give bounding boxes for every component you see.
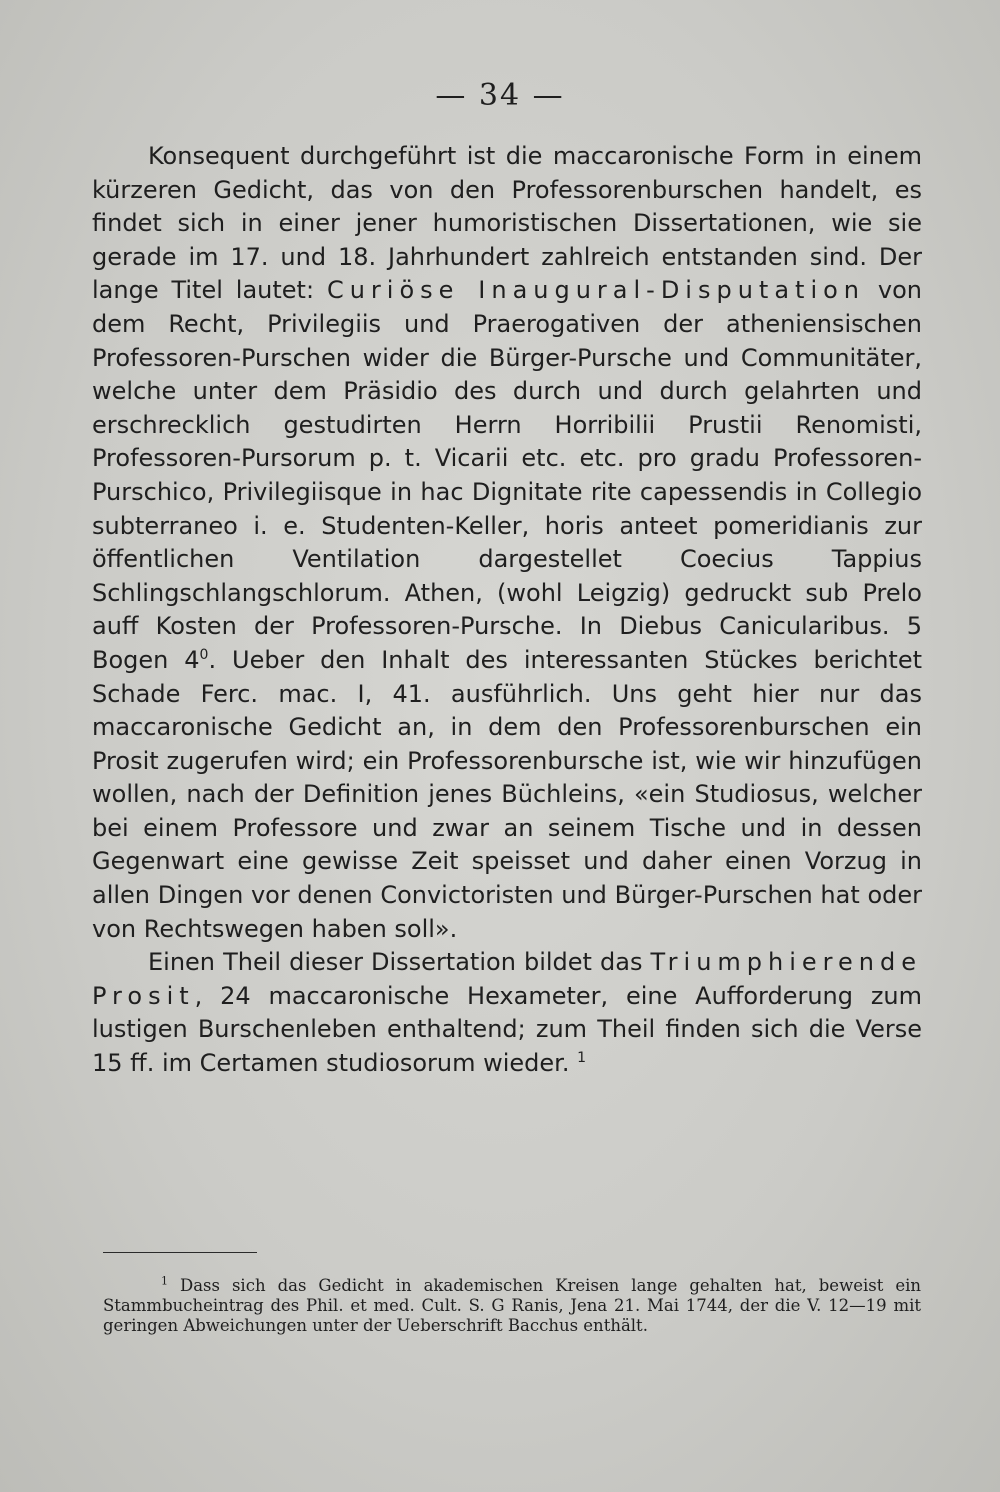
paragraph-2-part-2: , 24 maccaronische Hexameter, eine Aufforderung zum lustigen Burschenleben enthaltend; zum Theil finden sich die Verse 15 ff. im Certamen studiosorum wieder.	[92, 981, 922, 1078]
paragraph-1	[92, 140, 922, 946]
degree-mark: 0	[199, 646, 209, 663]
paragraph-2-part-1: Einen Theil dieser Dissertation bildet das	[148, 948, 651, 977]
paragraph-2	[92, 946, 922, 1080]
footnote	[103, 1276, 921, 1336]
paragraph-1-part-1: Konsequent durchgeführt ist die maccaronische Form in einem kürzeren Gedicht, das von den Professorenburschen handelt, es findet sich in einer jener humoristischen Dissertationen, wie sie gerade im 17. und 18. Jahrhundert zahlreich entstanden sind. Der lange Titel lautet:	[92, 142, 922, 305]
footnote-marker: 1	[161, 1274, 168, 1288]
body-text	[92, 140, 922, 1081]
footnote-paragraph	[103, 1276, 921, 1336]
paragraph-1-part-3: . Ueber den Inhalt des interessanten Stückes berichtet Schade Ferc. mac. I, 41. ausführlich. Uns geht hier nur das maccaronische Gedicht an, in dem den Professorenburschen ein Prosit zugerufen wird; ein Professorenbursche ist, wie wir hinzufügen wollen, nach der Definition jenes Büchleins, «ein Studiosus, welcher bei einem Professore und zwar an seinem Tische und in dessen Gegenwart eine gewisse Zeit speisset und daher einen Vorzug in allen Dingen vor denen Convictoristen und Bürger-Purschen hat oder von Rechtswegen haben soll».	[92, 645, 923, 943]
paragraph-1-part-2: von dem Recht, Privilegiis und Praerogativen der atheniensischen Professoren-Purschen wider die Bürger-Pursche und Communitäter, welche unter dem Präsidio des durch und durch gelahrten und erschrecklich gestudirten Herrn Horribilii Prustii Renomisti, Professoren-Pursorum p. t. Vicarii etc. etc. pro gradu Professoren-Purschico, Privilegiisque in hac Dignitate rite capessendis in Collegio subterraneo i. e. Studenten-Keller, horis anteet pomeridianis zur öffentlichen Ventilation dargestellet Coecius Tappius Schlingschlangschlorum. Athen, (wohl Leigzig) gedruckt sub Prelo auff Kosten der Professoren-Pursche. In Diebus Canicularibus. 5 Bogen 4	[92, 276, 923, 674]
footnote-text: Dass sich das Gedicht in akademischen Kreisen lange gehalten hat, beweist ein Stammbucheintrag des Phil. et med. Cult. S. G Ranis, Jena 21. Mai 1744, der die V. 12—19 mit geringen Abweichungen unter der Ueberschrift Bacchus enthält.	[103, 1276, 921, 1335]
page-number: — 34 —	[435, 78, 565, 113]
poem-title: Triumphierende Prosit	[92, 948, 922, 1010]
dissertation-title: Curiöse Inaugural-Disputation	[326, 276, 866, 305]
footnote-divider	[103, 1252, 257, 1253]
footnote-reference: 1	[577, 1050, 587, 1067]
